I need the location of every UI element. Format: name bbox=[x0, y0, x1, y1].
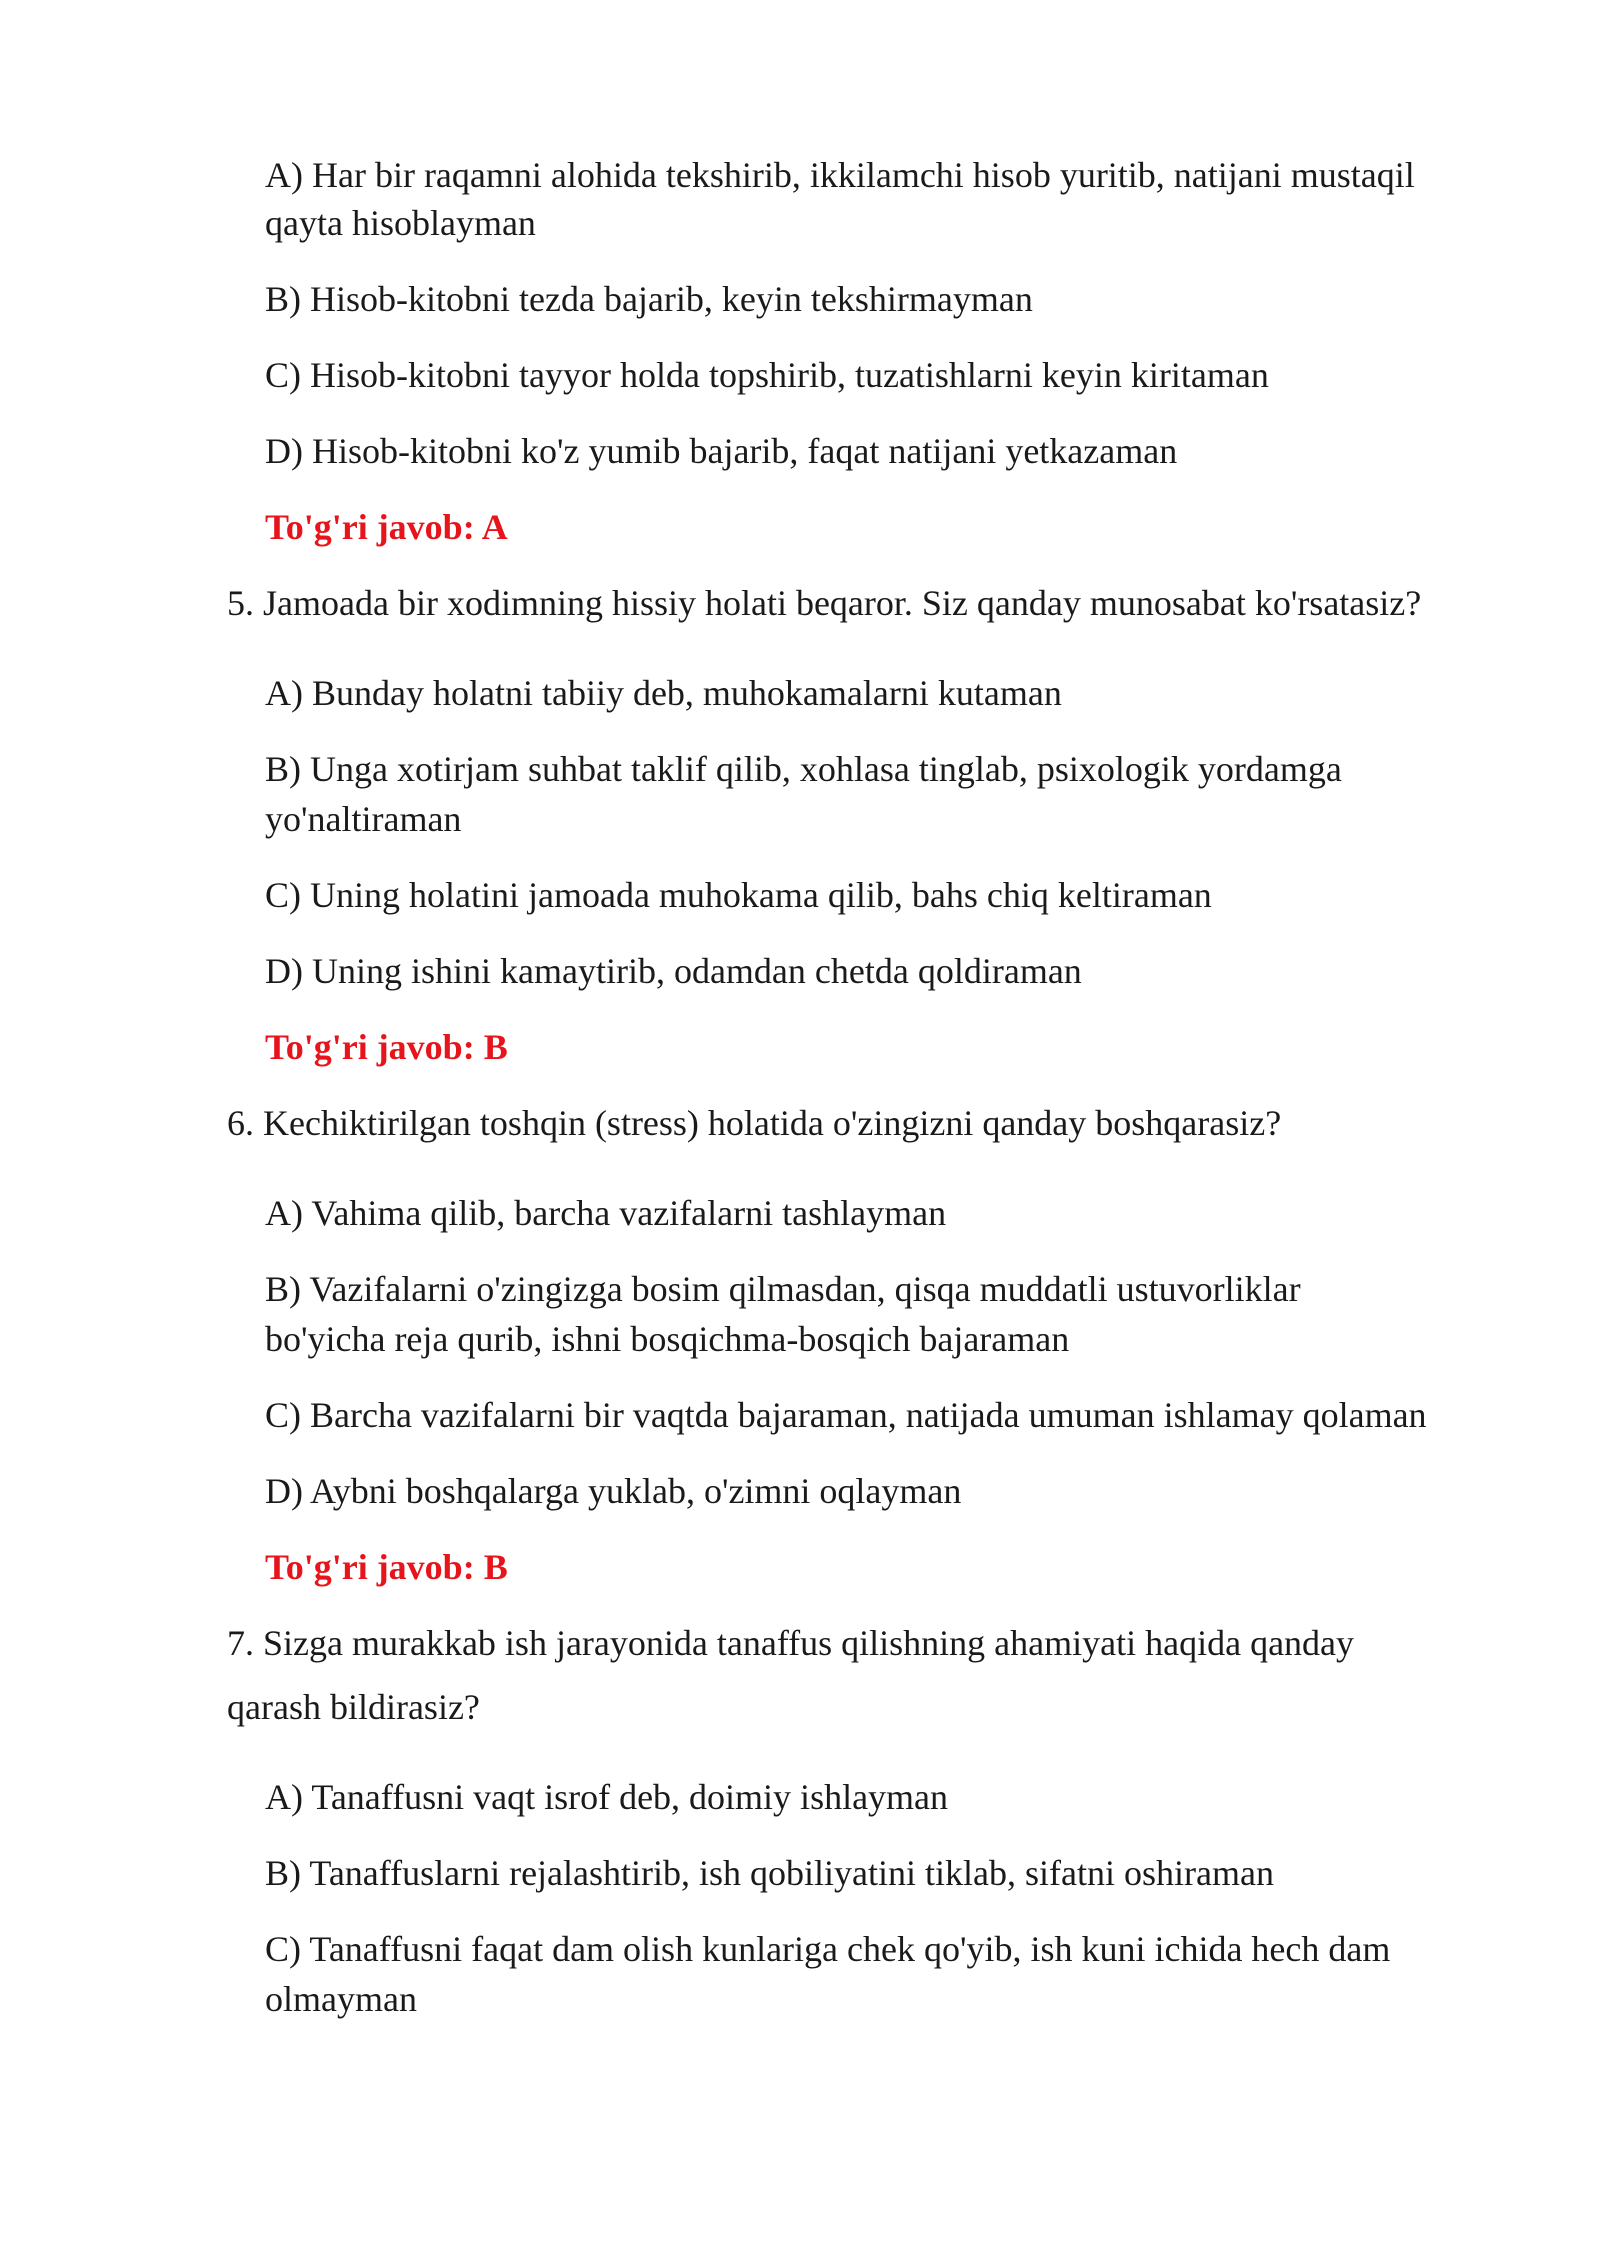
q4-option-b: B) Hisob-kitobni tezda bajarib, keyin tekshirmayman bbox=[265, 279, 1033, 319]
q7-option-c-line2: olmayman bbox=[265, 1979, 417, 2019]
q7-option-a: A) Tanaffusni vaqt isrof deb, doimiy ishlayman bbox=[265, 1777, 949, 1817]
q6-option-b-line2: bo'yicha reja qurib, ishni bosqichma-bosqich bajaraman bbox=[265, 1319, 1070, 1359]
q5-correct-answer: To'g'ri javob: B bbox=[265, 1027, 508, 1067]
q4-option-a-line2: qayta hisoblayman bbox=[265, 203, 536, 243]
q7-question-line1: 7. Sizga murakkab ish jarayonida tanaffus qilishning ahamiyati haqida qanday bbox=[227, 1623, 1355, 1663]
q5-option-b-line1: B) Unga xotirjam suhbat taklif qilib, xohlasa tinglab, psixologik yordamga bbox=[265, 749, 1342, 789]
q4-option-d: D) Hisob-kitobni ko'z yumib bajarib, faqat natijani yetkazaman bbox=[265, 431, 1178, 471]
q6-option-d: D) Aybni boshqalarga yuklab, o'zimni oqlayman bbox=[265, 1471, 962, 1511]
q6-correct-answer: To'g'ri javob: B bbox=[265, 1547, 508, 1587]
q5-option-c: C) Uning holatini jamoada muhokama qilib, bahs chiq keltiraman bbox=[265, 875, 1212, 915]
q6-option-c: C) Barcha vazifalarni bir vaqtda bajaraman, natijada umuman ishlamay qolaman bbox=[265, 1395, 1427, 1435]
q4-option-c: C) Hisob-kitobni tayyor holda topshirib, tuzatishlarni keyin kiritaman bbox=[265, 355, 1269, 395]
q4-correct-answer: To'g'ri javob: A bbox=[265, 507, 508, 547]
q5-option-d: D) Uning ishini kamaytirib, odamdan chetda qoldiraman bbox=[265, 951, 1082, 991]
q6-question: 6. Kechiktirilgan toshqin (stress) holatida o'zingizni qanday boshqarasiz? bbox=[227, 1103, 1282, 1143]
q5-question: 5. Jamoada bir xodimning hissiy holati beqaror. Siz qanday munosabat ko'rsatasiz? bbox=[227, 583, 1422, 623]
q7-option-b: B) Tanaffuslarni rejalashtirib, ish qobiliyatini tiklab, sifatni oshiraman bbox=[265, 1853, 1274, 1893]
q4-option-a-line1: A) Har bir raqamni alohida tekshirib, ikkilamchi hisob yuritib, natijani mustaqil bbox=[265, 155, 1415, 195]
q6-option-b-line1: B) Vazifalarni o'zingizga bosim qilmasdan, qisqa muddatli ustuvorliklar bbox=[265, 1269, 1301, 1309]
q7-option-c-line1: C) Tanaffusni faqat dam olish kunlariga chek qo'yib, ish kuni ichida hech dam bbox=[265, 1929, 1391, 1969]
q7-question-line2: qarash bildirasiz? bbox=[227, 1687, 480, 1727]
q6-option-a: A) Vahima qilib, barcha vazifalarni tashlayman bbox=[265, 1193, 947, 1233]
q5-option-a: A) Bunday holatni tabiiy deb, muhokamalarni kutaman bbox=[265, 673, 1062, 713]
q5-option-b-line2: yo'naltiraman bbox=[265, 799, 462, 839]
